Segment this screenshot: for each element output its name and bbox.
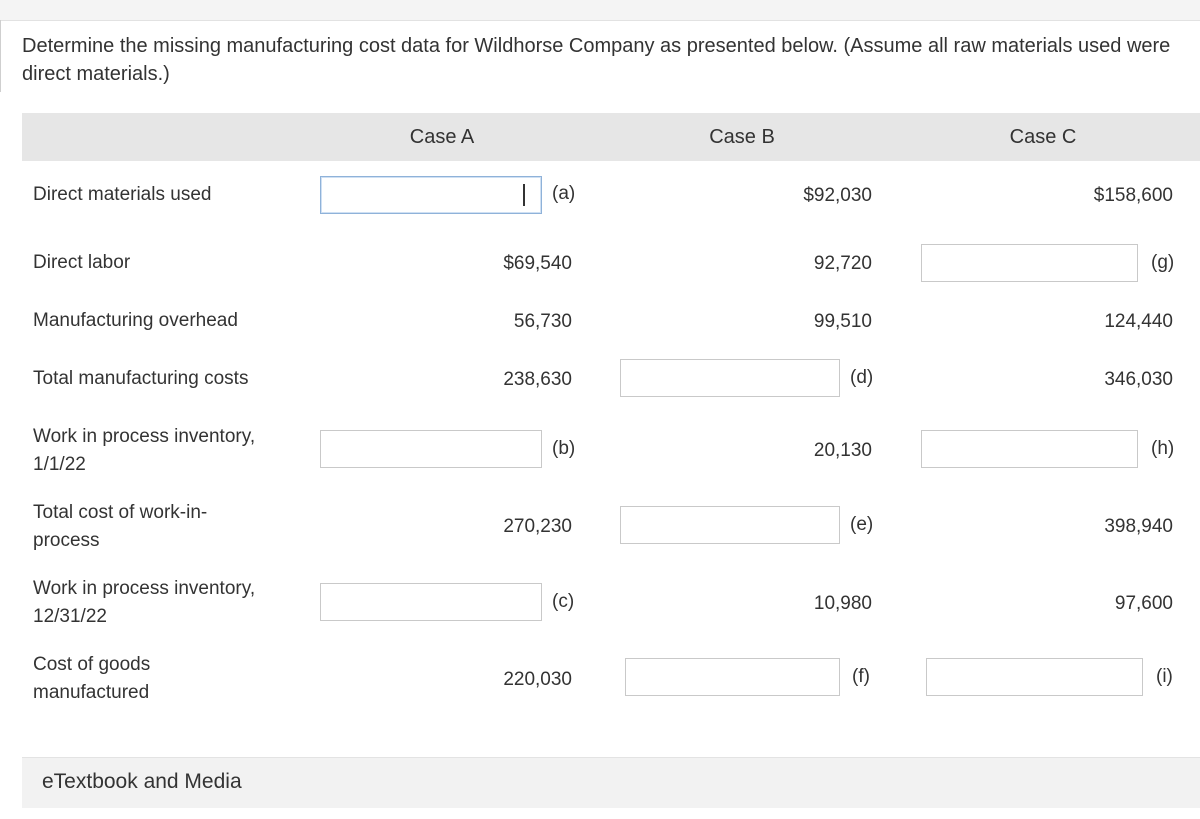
- column-header-case-c: Case C: [1009, 126, 1077, 148]
- case-c-total-manufacturing-costs: 346,030: [1104, 369, 1173, 390]
- case-b-manufacturing-overhead: 99,510: [813, 311, 872, 332]
- row-label-manufacturing-overhead: Manufacturing overhead: [33, 310, 238, 331]
- input-c-cost-of-goods-manufactured[interactable]: [926, 658, 1143, 696]
- blank-tag-g: (g): [1151, 252, 1175, 273]
- blank-tag-f: (f): [852, 666, 870, 687]
- blank-tag-b: (b): [552, 438, 576, 459]
- input-a-wip-ending[interactable]: [320, 583, 542, 621]
- blank-tag-e: (e): [850, 514, 874, 535]
- case-b-direct-labor: 92,720: [813, 253, 872, 274]
- input-a-direct-materials[interactable]: [320, 176, 542, 214]
- top-bar: [0, 0, 1200, 20]
- input-b-cost-of-goods-manufactured[interactable]: [625, 658, 840, 696]
- frame-divider: [0, 20, 1200, 21]
- case-a-total-cost-wip: 270,230: [503, 516, 572, 537]
- input-c-wip-beginning[interactable]: [921, 430, 1138, 468]
- input-b-total-manufacturing-costs[interactable]: [620, 359, 840, 397]
- text-cursor: [523, 184, 525, 206]
- row-label-cost-of-goods-manufactured: Cost of goods manufactured: [33, 654, 151, 703]
- case-c-total-cost-wip: 398,940: [1104, 516, 1173, 537]
- row-label-total-manufacturing-costs: Total manufacturing costs: [33, 368, 249, 389]
- blank-tag-h: (h): [1151, 438, 1175, 459]
- column-header-case-a: Case A: [409, 126, 475, 148]
- frame-left-edge: [0, 20, 1, 92]
- row-label-wip-beginning: Work in process inventory, 1/1/22: [33, 426, 256, 475]
- blank-tag-d: (d): [850, 367, 874, 388]
- case-b-direct-materials: $92,030: [803, 185, 872, 206]
- case-c-manufacturing-overhead: 124,440: [1104, 311, 1173, 332]
- input-c-direct-labor[interactable]: [921, 244, 1138, 282]
- case-a-cost-of-goods-manufactured: 220,030: [503, 669, 572, 690]
- blank-tag-a: (a): [552, 183, 576, 204]
- blank-tag-c: (c): [552, 591, 575, 612]
- case-b-wip-beginning: 20,130: [813, 440, 872, 461]
- question-instructions: Determine the missing manufacturing cost data for Wildhorse Company as presented below. (Assume all raw materials used were direct materials.): [22, 35, 1171, 85]
- row-label-direct-materials: Direct materials used: [33, 184, 212, 205]
- case-c-wip-ending: 97,600: [1114, 593, 1173, 614]
- row-label-direct-labor: Direct labor: [33, 252, 131, 273]
- column-header-case-b: Case B: [709, 126, 775, 148]
- blank-tag-i: (i): [1156, 666, 1173, 687]
- row-label-total-cost-wip: Total cost of work-in-process: [33, 502, 208, 551]
- case-b-wip-ending: 10,980: [813, 593, 872, 614]
- case-a-manufacturing-overhead: 56,730: [513, 311, 572, 332]
- etextbook-and-media-link[interactable]: eTextbook and Media: [42, 770, 242, 793]
- row-label-wip-ending: Work in process inventory, 12/31/22: [33, 578, 256, 627]
- input-a-wip-beginning[interactable]: [320, 430, 542, 468]
- case-a-direct-labor: $69,540: [503, 253, 572, 274]
- case-a-total-manufacturing-costs: 238,630: [503, 369, 572, 390]
- input-b-total-cost-wip[interactable]: [620, 506, 840, 544]
- case-c-direct-materials: $158,600: [1093, 185, 1173, 206]
